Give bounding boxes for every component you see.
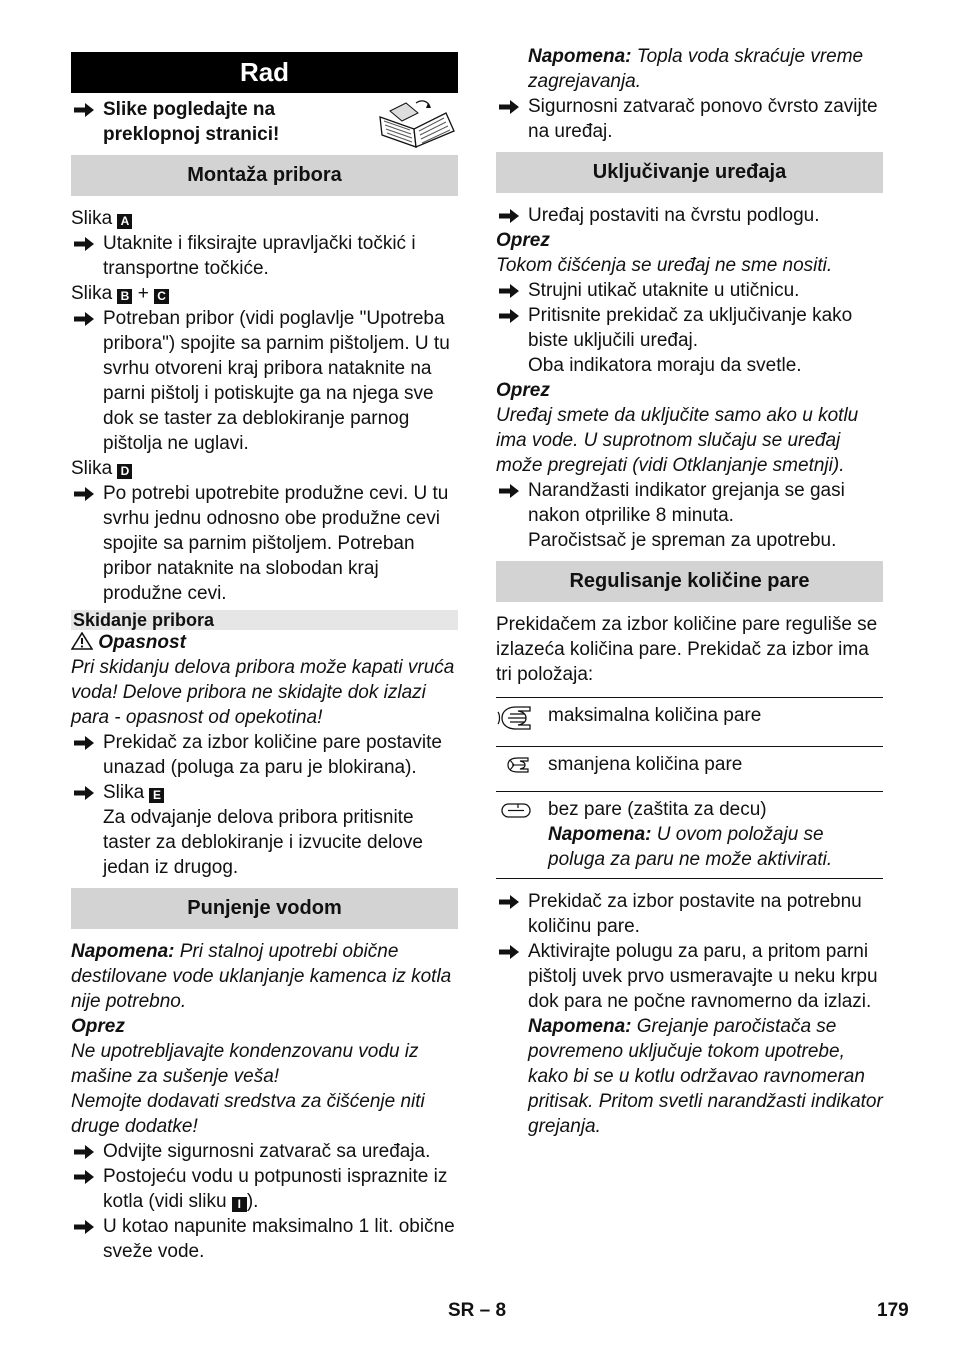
table-row	[496, 792, 883, 879]
arrow-icon	[74, 1145, 94, 1159]
figure-badge-e: E	[149, 788, 164, 803]
caution-text-1: Ne upotrebljavajte kondenzovanu vodu iz mašine za sušenje veša!	[71, 1041, 419, 1087]
footer-section-label: SR – 8	[448, 1300, 507, 1321]
table-cell: bez pare (zaštita za decu) Napomena: U ovom položaju se poluga za paru ne može aktivirati.	[548, 792, 883, 879]
left-column	[71, 44, 458, 1264]
step-unscrew-cap: Odvijte sigurnosni zatvarač sa uređaja.	[71, 1139, 458, 1164]
steam-off-icon	[496, 797, 536, 825]
figure-badge-d: D	[117, 464, 132, 479]
caution-text-2: Nemojte dodavati sredstva za čišćenje niti druge dodatke!	[71, 1091, 425, 1137]
warning-triangle-icon	[71, 632, 93, 650]
table-row	[496, 747, 883, 792]
section-heading-regulisanje: Regulisanje količine pare	[496, 561, 883, 602]
figure-badge-i: I	[232, 1197, 247, 1212]
caution-label: Oprez	[496, 230, 550, 251]
open-book-icon	[376, 99, 458, 149]
step-switch-back: Prekidač za izbor količine pare postavite unazad (poluga za paru je blokirana).	[71, 730, 458, 780]
arrow-icon	[74, 1220, 94, 1234]
figure-label-d: Slika D	[71, 456, 458, 481]
arrow-icon	[74, 736, 94, 750]
arrow-icon	[499, 209, 519, 223]
step-place-device: Uređaj postaviti na čvrstu podlogu.	[496, 203, 883, 228]
step-heating-indicator: Narandžasti indikator grejanja se gasi nakon otprilike 8 minuta. Paročistsač je spreman za upotrebu.	[496, 478, 883, 553]
step-empty-boiler: Postojeću vodu u potpunosti ispraznite iz kotla (vidi sliku I ).	[71, 1164, 458, 1214]
step-set-switch: Prekidač za izbor postavite na potrebnu količinu pare.	[496, 889, 883, 939]
step-screw-cap: Sigurnosni zatvarač ponovo čvrsto zavijte na uređaj.	[496, 94, 883, 144]
table-row	[496, 698, 883, 747]
step-attach-accessory: Potreban pribor (vidi poglavlje "Upotreba pribora") spojite sa parnim pištoljem. U tu svrhu otvoreni kraj pribora nataknite na parni pištolj i potiskujte ga na njega sve dok se taster za deblokiranje parnog pištolja ne uglavi.	[71, 306, 458, 456]
arrow-icon	[499, 484, 519, 498]
arrow-icon	[499, 895, 519, 909]
step-activate-lever: Aktivirajte polugu za paru, a pritom parni pištolj uvek prvo usmeravajte u neku krpu dok para ne počne ravnomerno da izlazi. Napomena: Grejanje paročistača se povremeno uključuje tokom upotrebe, kako bi se u kotlu održavao ravnomeran pritisak. Pritom svetli narandžasti indikator grejanja.	[496, 939, 883, 1139]
section-heading-punjenje: Punjenje vodom	[71, 888, 458, 929]
arrow-icon	[74, 312, 94, 326]
arrow-icon	[74, 1170, 94, 1184]
caution-text: Tokom čišćenja se uređaj ne sme nositi.	[496, 255, 833, 276]
figure-badge-b: B	[117, 289, 132, 304]
arrow-icon	[499, 309, 519, 323]
arrow-icon	[499, 284, 519, 298]
caution-label: Oprez	[496, 380, 550, 401]
subsection-heading-skidanje: Skidanje pribora	[71, 610, 458, 630]
step-power-on: Pritisnite prekidač za uključivanje kako biste uključili uređaj. Oba indikatora moraju da svetle.	[496, 303, 883, 378]
figure-label-a: Slika A	[71, 206, 458, 231]
figure-badge-a: A	[117, 214, 132, 229]
figure-reference-note: Slike pogledajte na preklopnoj stranici!	[71, 97, 458, 147]
steam-reduced-icon	[496, 752, 536, 778]
figure-label-bc: Slika B + C	[71, 281, 458, 306]
steam-intro: Prekidačem za izbor količine pare reguliše se izlazeća količina pare. Prekidač za izbor ima tri položaja:	[496, 614, 878, 685]
caution-text: Uređaj smete da uključite samo ako u kotlu ima vode. U suprotnom slučaju se uređaj može pregrejati (vidi Otklanjanje smetnji).	[496, 405, 859, 476]
table-cell: smanjena količina pare	[548, 747, 883, 792]
danger-text: Pri skidanju delova pribora može kapati vruća voda! Delove pribora ne skidajte dok izlazi para - opasnost od opekotina!	[71, 657, 455, 728]
steam-settings-table	[496, 697, 883, 879]
filling-note: Napomena: Pri stalnoj upotrebi obične destilovane vode uklanjanje kamenca iz kotla nije potrebno.	[71, 941, 452, 1012]
step-plug-in: Strujni utikač utaknite u utičnicu.	[496, 278, 883, 303]
step-mount-wheels: Utaknite i fiksirajte upravljački točkić i transportne točkiće.	[71, 231, 458, 281]
right-column	[496, 44, 883, 1139]
danger-label: Opasnost	[71, 630, 458, 655]
arrow-icon	[74, 487, 94, 501]
arrow-icon	[74, 103, 94, 117]
steam-max-icon	[496, 703, 536, 733]
caution-label: Oprez	[71, 1016, 125, 1037]
arrow-icon	[74, 237, 94, 251]
chapter-title: Rad	[71, 52, 458, 93]
step-figure-e: Slika E Za odvajanje delova pribora pritisnite taster za deblokiranje i izvucite delove jedan iz drugog.	[71, 780, 458, 880]
section-heading-ukljucivanje: Uključivanje uređaja	[496, 152, 883, 193]
step-extension-tubes: Po potrebi upotrebite produžne cevi. U tu svrhu jednu odnosno obe produžne cevi spojite sa parnim pištoljem. Potreban pribor nataknite na slobodan kraj produžne cevi.	[71, 481, 458, 606]
section-heading-montaza: Montaža pribora	[71, 155, 458, 196]
arrow-icon	[499, 100, 519, 114]
warm-water-note: Napomena: Topla voda skraćuje vreme zagrejavanja.	[528, 46, 864, 92]
figure-badge-c: C	[154, 289, 169, 304]
arrow-icon	[499, 945, 519, 959]
step-fill-water: U kotao napunite maksimalno 1 lit. obične sveže vode.	[71, 1214, 458, 1264]
page-number: 179	[877, 1300, 909, 1321]
arrow-icon	[74, 786, 94, 800]
table-cell: maksimalna količina pare	[548, 698, 883, 747]
